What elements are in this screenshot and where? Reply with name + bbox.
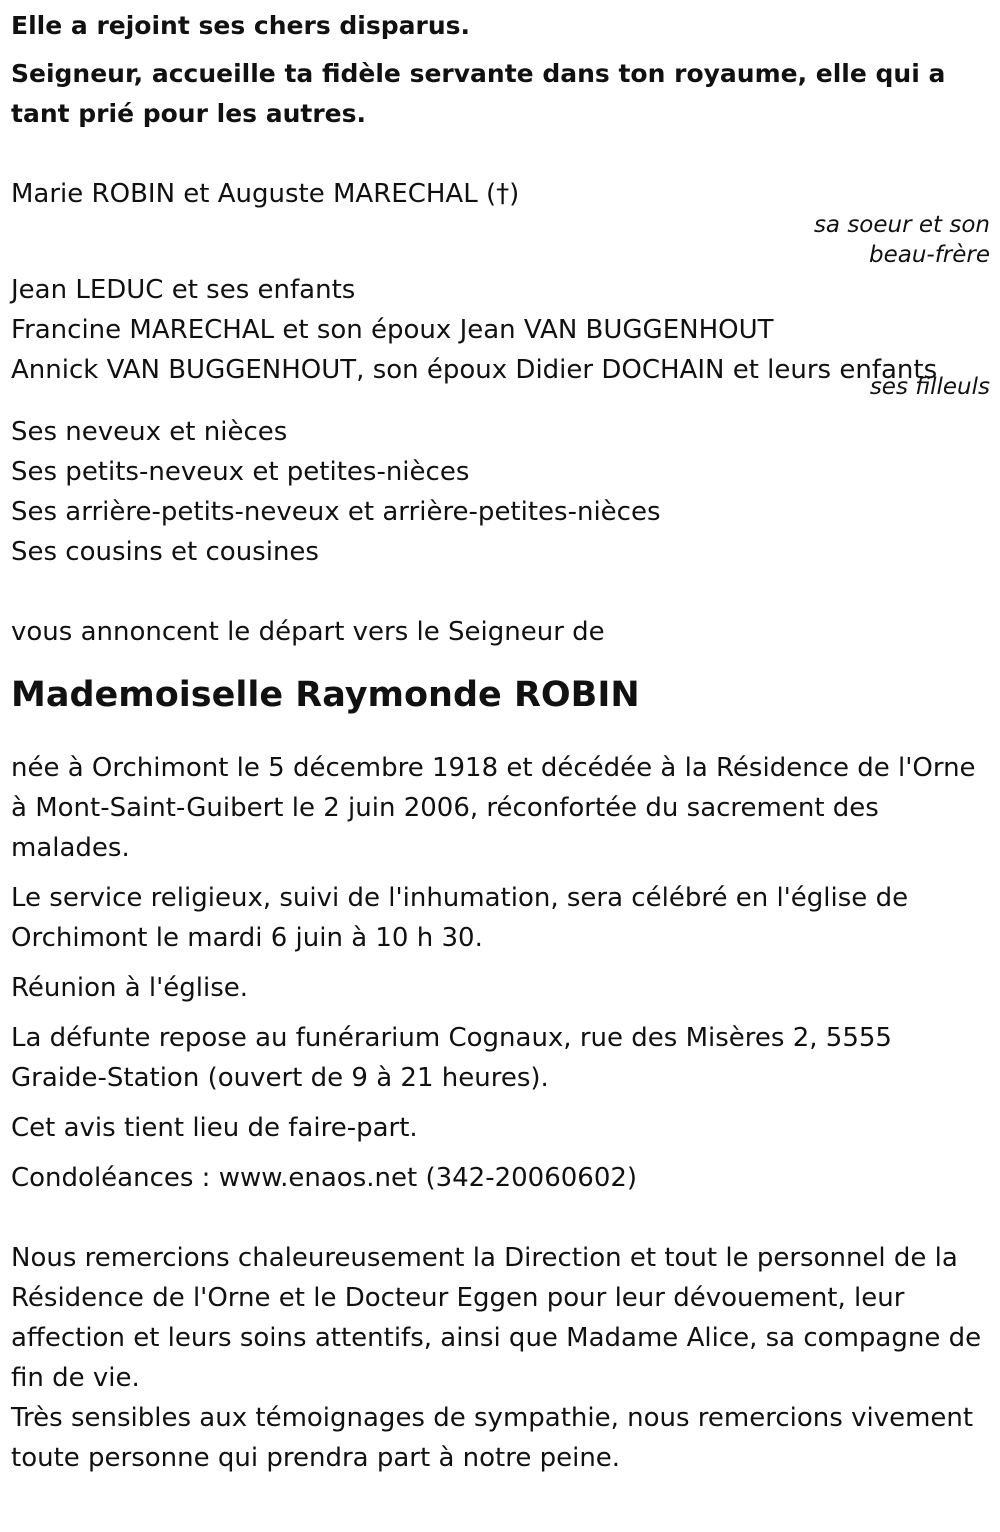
birth-death-details: née à Orchimont le 5 décembre 1918 et décédée à la Résidence de l'Orne à Mont-Saint-Guibert le 2 juin 2006, réconfortée du sacrement des malades. (11, 753, 976, 863)
deceased-name: Mademoiselle Raymonde ROBIN (11, 675, 640, 715)
service-details: Le service religieux, suivi de l'inhumation, sera célébré en l'église de Orchimont le mardi 6 juin à 10 h 30. (11, 883, 909, 953)
godchild-3: Annick VAN BUGGENHOUT, son époux Didier DOCHAIN et leurs enfants (11, 355, 938, 385)
spacer (11, 390, 991, 412)
notice-text: Cet avis tient lieu de faire-part. (11, 1113, 418, 1143)
intro-prayer: Seigneur, accueille ta fidèle servante dans ton royaume, elle qui a tant prié pour les autres. (11, 59, 946, 128)
meeting-details: Réunion à l'église. (11, 973, 249, 1003)
obituary-notice (11, 6, 991, 1478)
condolences-text: Condoléances : www.enaos.net (342-20060602) (11, 1163, 638, 1193)
relatives-3: Ses arrière-petits-neveux et arrière-petites-nièces (11, 497, 661, 527)
spacer (11, 134, 991, 174)
godchildren-relation: ses filleuls (869, 374, 990, 400)
godchildren-group (11, 270, 991, 400)
godchild-1: Jean LEDUC et ses enfants (11, 275, 356, 305)
spacer (11, 720, 991, 748)
resting-details: La défunte repose au funérarium Cognaux, rue des Misères 2, 5555 Graide-Station (ouvert de 9 à 21 heures). (11, 1023, 892, 1093)
announcement: vous annoncent le départ vers le Seigneur de (11, 617, 605, 647)
sister-relation-line-1: sa soeur et son (813, 212, 990, 238)
spacer (11, 572, 991, 612)
relatives-1: Ses neveux et nièces (11, 417, 288, 447)
spacer (11, 1198, 991, 1238)
relatives-4: Ses cousins et cousines (11, 537, 319, 567)
intro-line-1: Elle a rejoint ses chers disparus. (11, 11, 471, 40)
sister-relation (11, 210, 990, 270)
thanks-paragraph-1: Nous remercions chaleureusement la Direction et tout le personnel de la Résidence de l'Orne et le Docteur Eggen pour leur dévouement, leur affection et leurs soins attentifs, ainsi que Madame Alice, sa compagne de fin de vie. (11, 1243, 982, 1393)
godchild-2: Francine MARECHAL et son époux Jean VAN BUGGENHOUT (11, 315, 774, 345)
family-sister: Marie ROBIN et Auguste MARECHAL (†) (11, 179, 520, 209)
thanks-paragraph-2: Très sensibles aux témoignages de sympathie, nous remercions vivement toute personne qui prendra part à notre peine. (11, 1403, 974, 1473)
sister-relation-line-2: beau-frère (868, 242, 990, 268)
relatives-2: Ses petits-neveux et petites-nièces (11, 457, 470, 487)
